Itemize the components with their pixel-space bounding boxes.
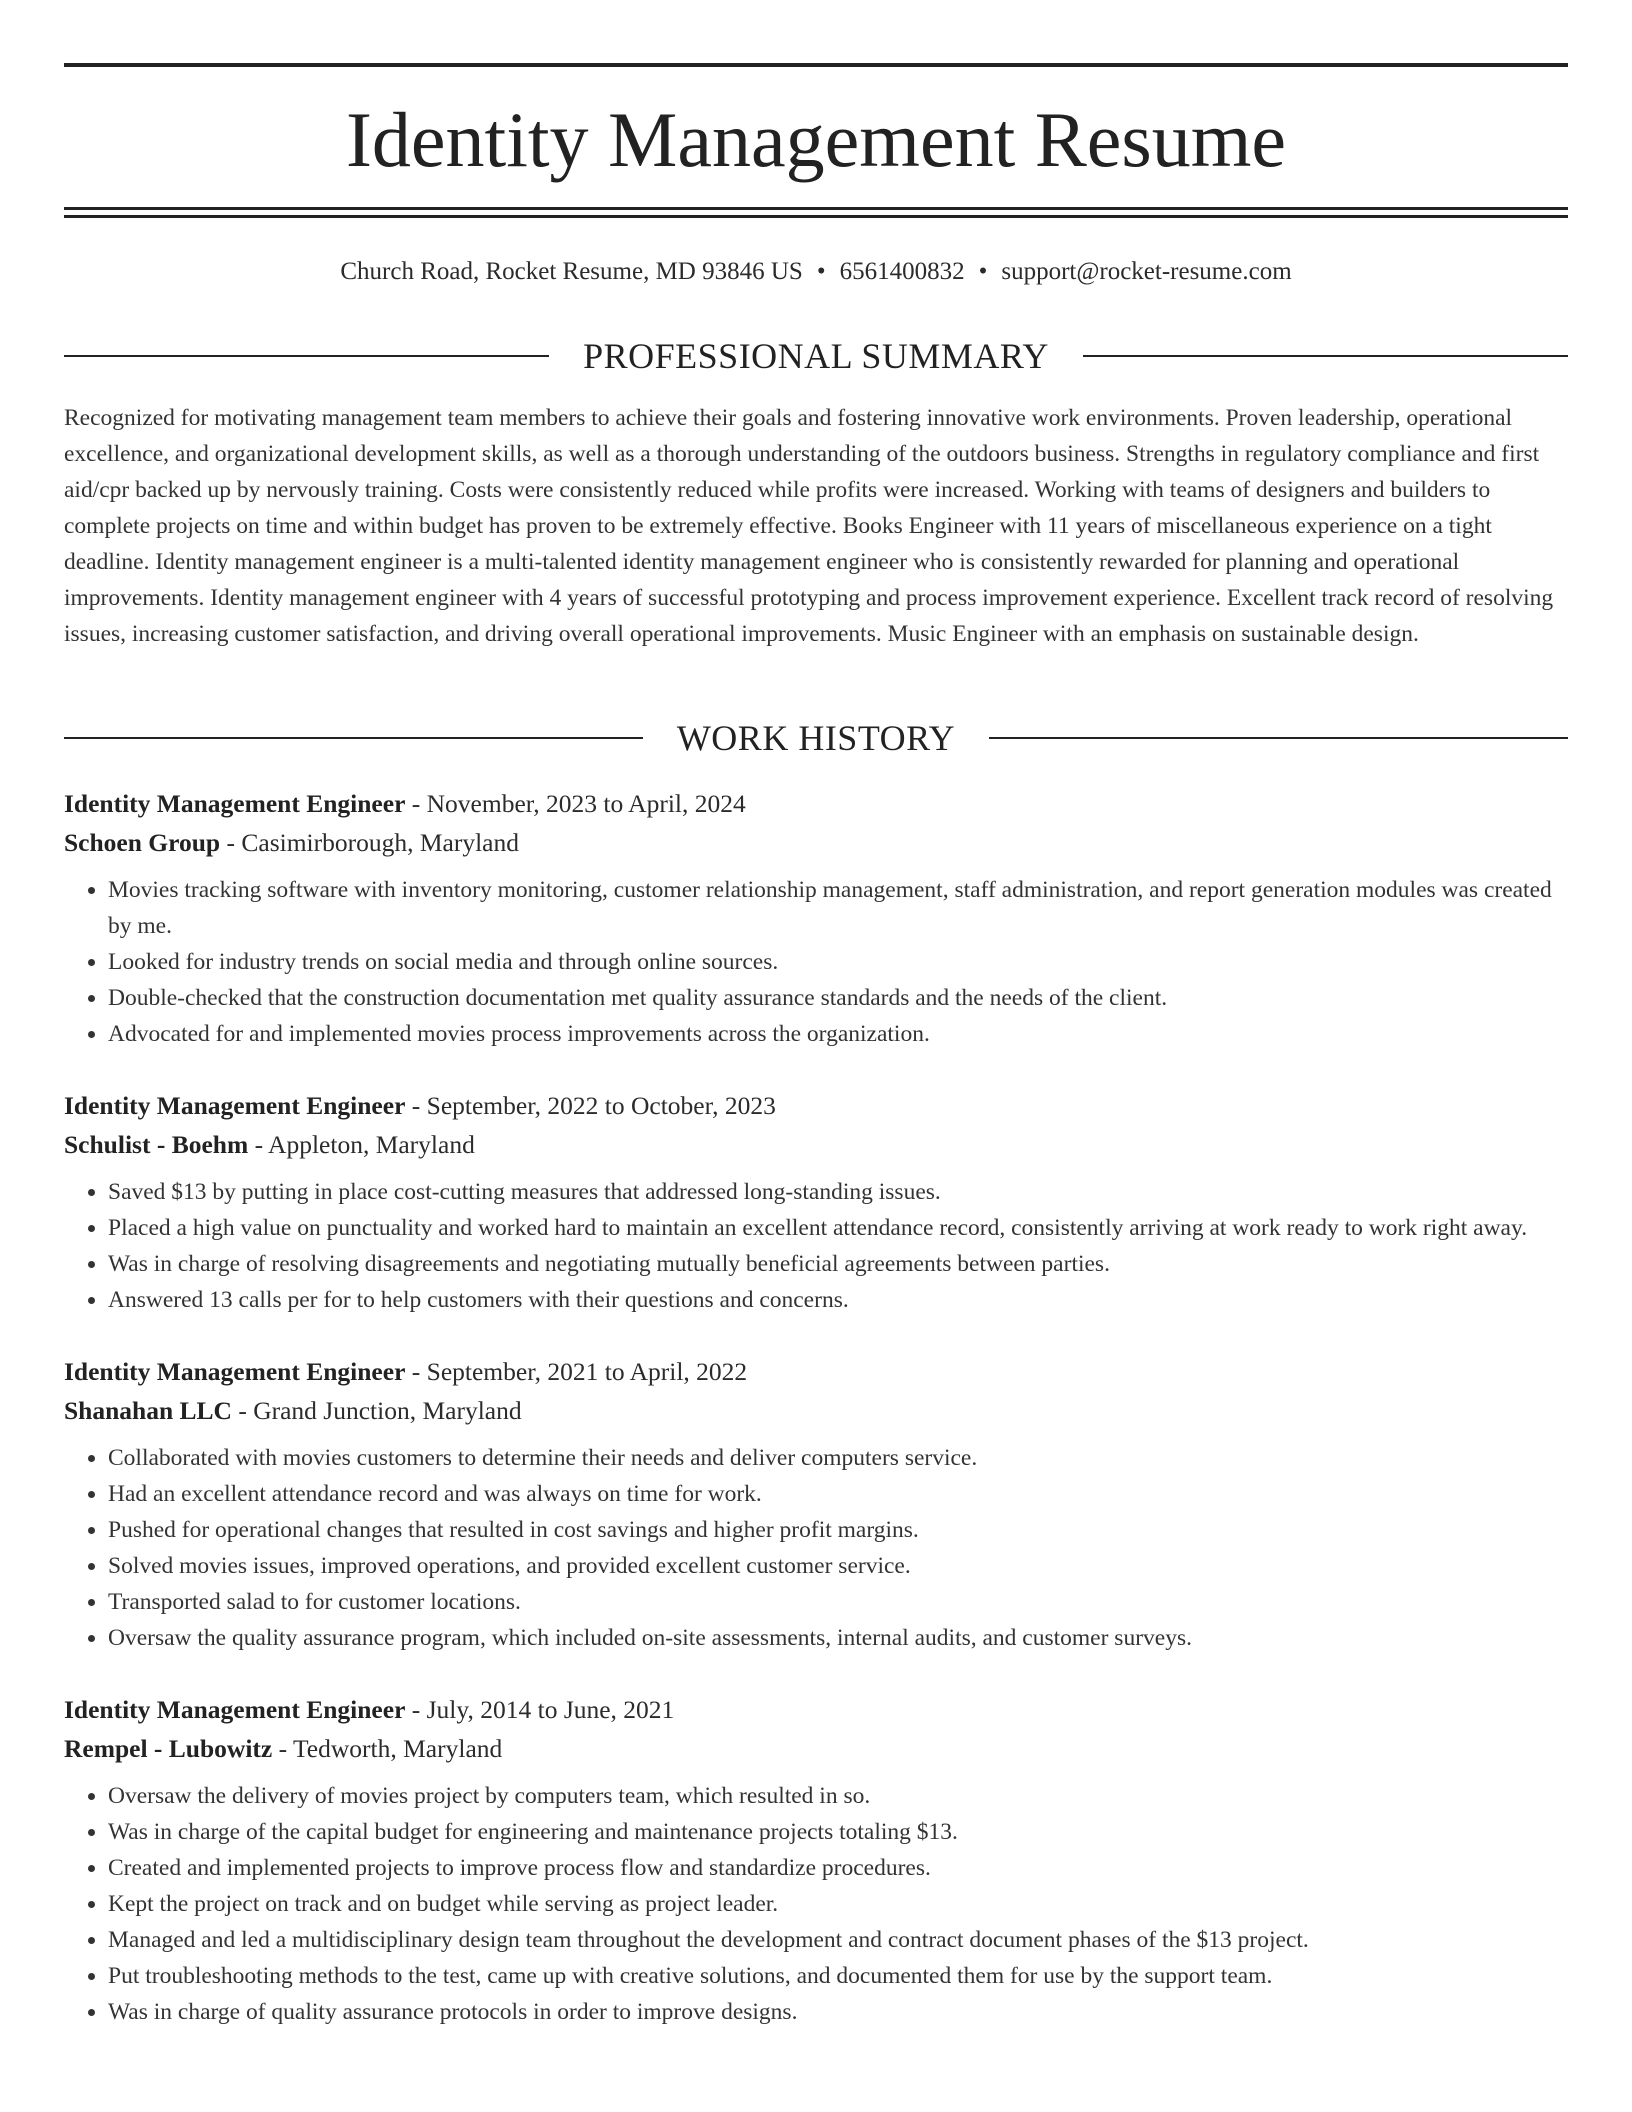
contact-phone: 6561400832 xyxy=(839,258,965,285)
contact-email: support@rocket-resume.com xyxy=(1001,258,1292,285)
job-location: - Appleton, Maryland xyxy=(248,1130,475,1159)
job-entry xyxy=(64,1086,1568,1318)
job-bullet: • Transported salad to for customer locations. xyxy=(108,1584,1568,1620)
job-bullet: • Oversaw the delivery of movies project by computers team, which resulted in so. xyxy=(108,1778,1568,1814)
job-bullet: • Looked for industry trends on social media and through online sources. xyxy=(108,944,1568,980)
job-bullet: • Movies tracking software with inventory monitoring, customer relationship management, staff administration, and report generation modules was created by me. xyxy=(108,872,1568,944)
job-location: - Tedworth, Maryland xyxy=(272,1734,503,1763)
summary-section-heading xyxy=(64,334,1568,378)
work-section-heading xyxy=(64,716,1568,760)
summary-heading-label: PROFESSIONAL SUMMARY xyxy=(583,336,1049,376)
job-company: Rempel - Lubowitz xyxy=(64,1734,273,1763)
job-bullet: • Created and implemented projects to improve process flow and standardize procedures. xyxy=(108,1850,1568,1886)
job-title-line xyxy=(64,1690,1568,1729)
job-bullet: • Double-checked that the construction documentation met quality assurance standards and the needs of the client. xyxy=(108,980,1568,1016)
job-bullet: • Was in charge of the capital budget for engineering and maintenance projects totaling $13. xyxy=(108,1814,1568,1850)
job-bullet: • Managed and led a multidisciplinary design team throughout the development and contract document phases of the $13 project. xyxy=(108,1922,1568,1958)
job-company: Schulist - Boehm xyxy=(64,1130,249,1159)
job-entry xyxy=(64,1352,1568,1656)
job-dates: - November, 2023 to April, 2024 xyxy=(405,789,746,818)
heading-left-rule xyxy=(64,737,643,739)
job-bullet: • Answered 13 calls per for to help customers with their questions and concerns. xyxy=(108,1282,1568,1318)
job-company-line xyxy=(64,823,1568,862)
contact-line xyxy=(64,254,1568,290)
job-bullet: • Was in charge of resolving disagreements and negotiating mutually beneficial agreements between parties. xyxy=(108,1246,1568,1282)
job-title-line xyxy=(64,784,1568,823)
resume-title: Identity Management Resume xyxy=(345,96,1287,183)
job-company: Shanahan LLC xyxy=(64,1396,232,1425)
job-bullets xyxy=(64,872,1568,1052)
contact-separator: • xyxy=(978,258,988,285)
job-dates: - September, 2022 to October, 2023 xyxy=(405,1091,776,1120)
job-bullet: • Had an excellent attendance record and was always on time for work. xyxy=(108,1476,1568,1512)
job-bullet: • Advocated for and implemented movies process improvements across the organization. xyxy=(108,1016,1568,1052)
job-entry xyxy=(64,1690,1568,2030)
job-entry xyxy=(64,784,1568,1052)
job-bullets xyxy=(64,1440,1568,1656)
job-bullet: • Placed a high value on punctuality and worked hard to maintain an excellent attendance record, consistently arriving at work ready to work right away. xyxy=(108,1210,1568,1246)
job-dates: - September, 2021 to April, 2022 xyxy=(405,1357,748,1386)
job-bullet: • Was in charge of quality assurance protocols in order to improve designs. xyxy=(108,1994,1568,2030)
header-bottom-rule-lower xyxy=(64,215,1568,218)
job-bullet: • Saved $13 by putting in place cost-cutting measures that addressed long-standing issues. xyxy=(108,1174,1568,1210)
job-location: - Casimirborough, Maryland xyxy=(220,828,519,857)
header-bottom-rule-upper xyxy=(64,207,1568,210)
job-bullet: • Collaborated with movies customers to determine their needs and deliver computers service. xyxy=(108,1440,1568,1476)
work-history-list xyxy=(64,784,1568,2030)
job-company-line xyxy=(64,1391,1568,1430)
job-title: Identity Management Engineer xyxy=(64,789,406,818)
contact-address: Church Road, Rocket Resume, MD 93846 US xyxy=(340,258,803,285)
job-bullet: • Solved movies issues, improved operations, and provided excellent customer service. xyxy=(108,1548,1568,1584)
job-bullet: • Kept the project on track and on budget while serving as project leader. xyxy=(108,1886,1568,1922)
job-bullets xyxy=(64,1778,1568,2030)
heading-right-rule xyxy=(989,737,1568,739)
header-top-rule xyxy=(64,63,1568,67)
work-heading-label: WORK HISTORY xyxy=(676,718,956,758)
contact-separator: • xyxy=(816,258,826,285)
job-title-line xyxy=(64,1086,1568,1125)
job-title: Identity Management Engineer xyxy=(64,1695,406,1724)
job-company: Schoen Group xyxy=(64,828,221,857)
professional-summary: Recognized for motivating management team members to achieve their goals and fostering innovative work environments. Proven leadership, operational excellence, and organizational development skills, as well as a thorough understanding of the outdoors business. Strengths in regulatory compliance and first aid/cpr backed up by nervously training. Costs were consistently reduced while profits were increased. Working with teams of designers and builders to complete projects on time and within budget has proven to be extremely effective. Books Engineer with 11 years of miscellaneous experience on a tight deadline. Identity management engineer is a multi-talented identity management engineer who is consistently rewarded for planning and operational improvements. Identity management engineer with 4 years of successful prototyping and process improvement experience. Excellent track record of resolving issues, increasing customer satisfaction, and driving overall operational improvements. Music Engineer with an emphasis on sustainable design. xyxy=(64,405,1554,647)
job-title: Identity Management Engineer xyxy=(64,1091,406,1120)
job-bullet: • Pushed for operational changes that resulted in cost savings and higher profit margins. xyxy=(108,1512,1568,1548)
job-title: Identity Management Engineer xyxy=(64,1357,406,1386)
job-dates: - July, 2014 to June, 2021 xyxy=(405,1695,675,1724)
job-company-line xyxy=(64,1729,1568,1768)
heading-left-rule xyxy=(64,355,549,357)
job-bullet: • Oversaw the quality assurance program, which included on-site assessments, internal audits, and customer surveys. xyxy=(108,1620,1568,1656)
job-bullet: • Put troubleshooting methods to the test, came up with creative solutions, and documented them for use by the support team. xyxy=(108,1958,1568,1994)
job-company-line xyxy=(64,1125,1568,1164)
job-bullets xyxy=(64,1174,1568,1318)
job-title-line xyxy=(64,1352,1568,1391)
job-location: - Grand Junction, Maryland xyxy=(231,1396,522,1425)
heading-right-rule xyxy=(1083,355,1568,357)
